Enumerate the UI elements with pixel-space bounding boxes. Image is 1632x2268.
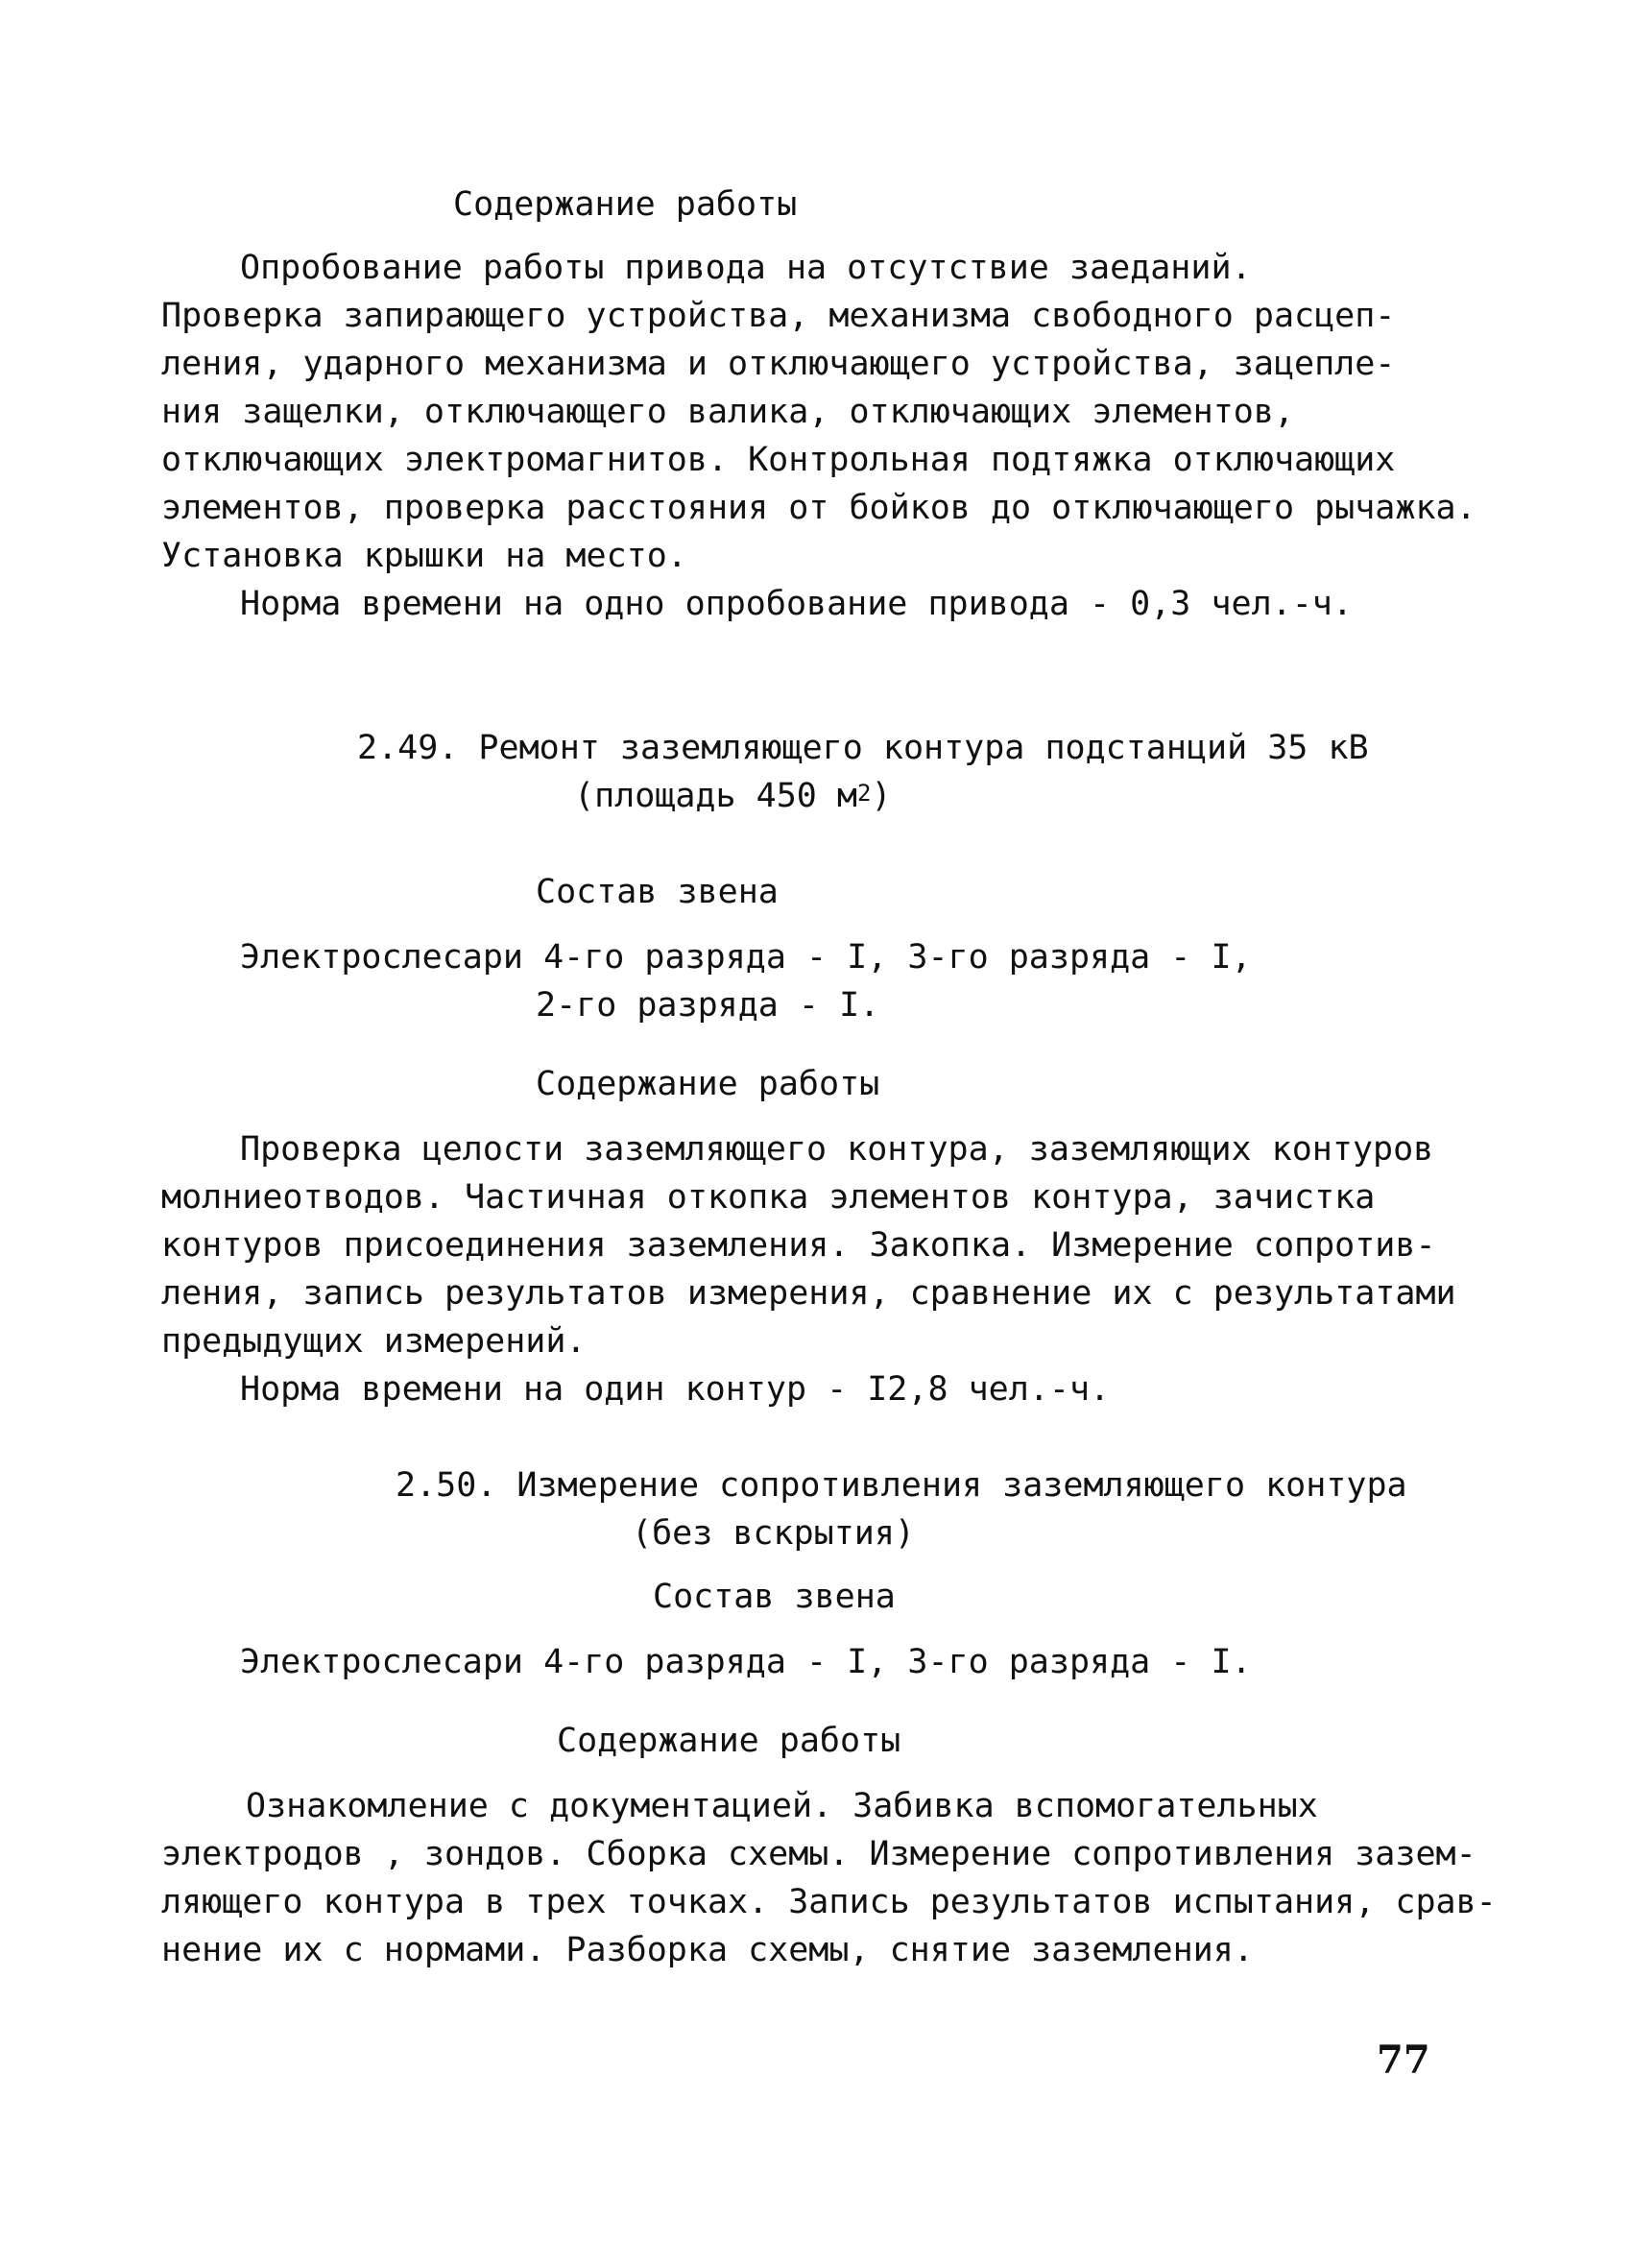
time-norm: Норма времени на одно опробование привода - 0,3 чел.-ч. [240, 585, 1353, 623]
work-content-heading: Содержание работы [536, 1065, 880, 1103]
paragraph-line: ляющего контура в трех точках. Запись результатов испытания, срав- [161, 1883, 1497, 1921]
crew-heading: Состав звена [536, 873, 779, 911]
paragraph-line: ления, запись результатов измерения, сравнение их с результатами [161, 1274, 1456, 1313]
time-norm: Норма времени на один контур - I2,8 чел.-ч. [240, 1370, 1111, 1409]
paragraph-line: ния защелки, отключающего валика, отключающих элементов, [161, 393, 1295, 431]
paragraph-line: молниеотводов. Частичная откопка элементов контура, зачистка [161, 1178, 1376, 1217]
crew-line: Электрослесари 4-го разряда - I, 3-го разряда - I, [240, 938, 1252, 977]
crew-line: Электрослесари 4-го разряда - I, 3-го разряда - I. [240, 1643, 1252, 1681]
section-title: 2.49. Ремонт заземляющего контура подстанций 35 кВ [357, 729, 1369, 767]
section-subtitle: (без вскрытия) [632, 1514, 916, 1553]
crew-heading: Состав звена [653, 1578, 896, 1616]
crew-line: 2-го разряда - I. [536, 986, 880, 1025]
work-content-heading: Содержание работы [557, 1722, 901, 1760]
section-title: 2.50. Измерение сопротивления заземляющего контура [396, 1466, 1407, 1505]
paragraph-line: Установка крышки на место. [161, 537, 687, 575]
paragraph-line: отключающих электромагнитов. Контрольная подтяжка отключающих [161, 441, 1396, 479]
paragraph-line: Ознакомление с документацией. Забивка вспомогательных [246, 1787, 1318, 1825]
paragraph-line: Проверка целости заземляющего контура, заземляющих контуров [240, 1130, 1434, 1169]
paragraph-line: Опробование работы привода на отсутствие заеданий. [240, 249, 1252, 287]
paragraph-line: Проверка запирающего устройства, механизма свободного расцеп- [161, 297, 1396, 335]
paragraph-line: ления, ударного механизма и отключающего устройства, зацепле- [161, 345, 1396, 383]
paragraph-line: нение их с нормами. Разборка схемы, снятие заземления. [161, 1931, 1254, 1969]
section-subtitle: (площадь 450 $м^2$) [574, 777, 892, 815]
paragraph-line: элементов, проверка расстояния от бойков до отключающего рычажка. [161, 489, 1476, 527]
work-content-heading: Содержание работы [453, 185, 798, 224]
paragraph-line: контуров присоединения заземления. Закопка. Измерение сопротив- [161, 1226, 1436, 1265]
paragraph-line: предыдущих измерений. [161, 1322, 587, 1361]
superscript: 2 [857, 780, 872, 807]
page-number: 77 [1377, 2038, 1430, 2083]
paragraph-line: электродов , зондов. Сборка схемы. Измерение сопротивления зазем- [161, 1835, 1476, 1873]
